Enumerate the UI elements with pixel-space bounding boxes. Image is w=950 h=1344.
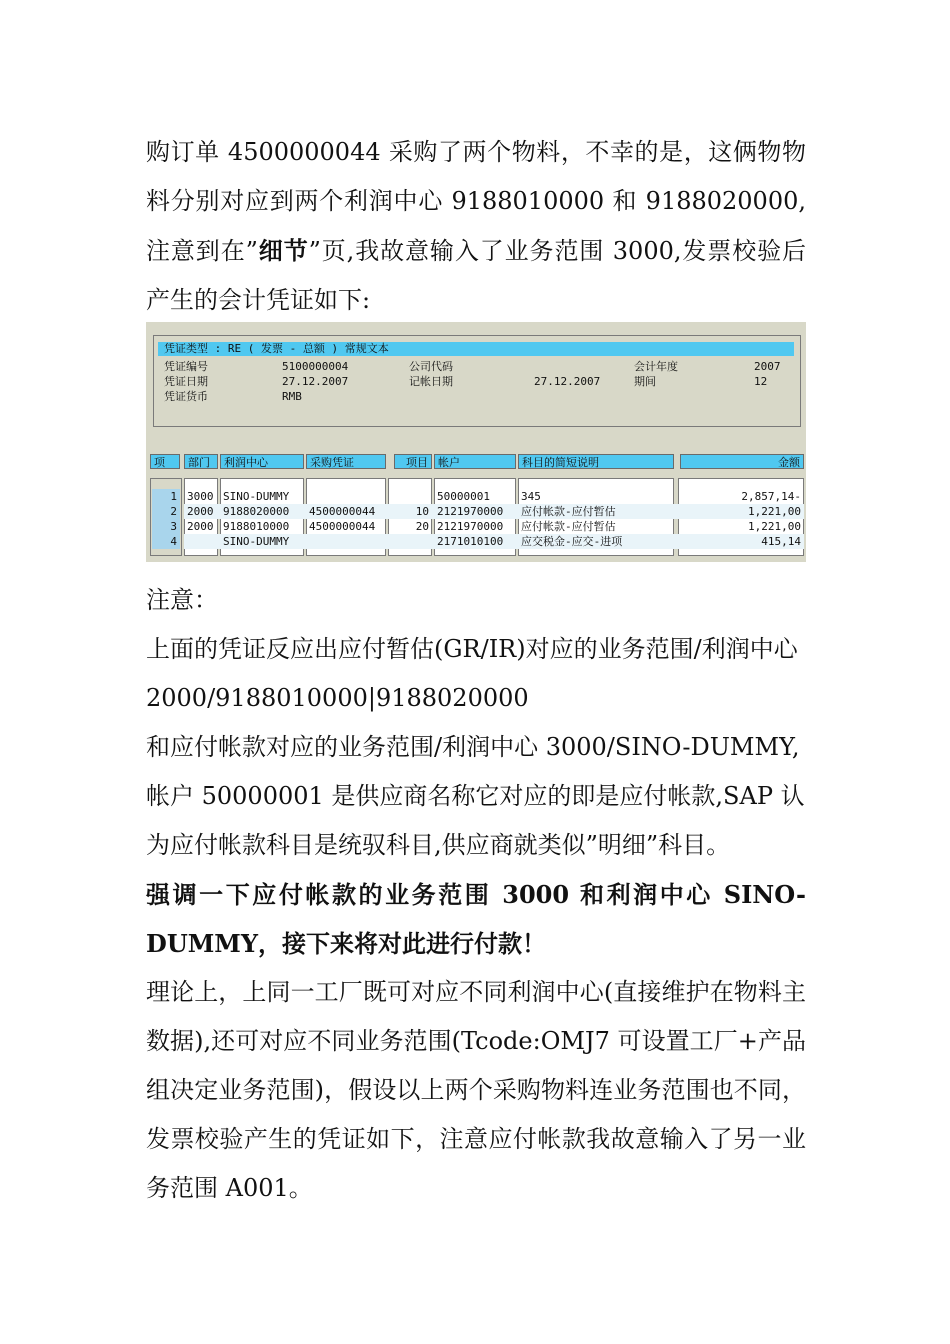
row-po-item-cell: 20	[415, 520, 429, 533]
posting-date-label: 记帐日期	[409, 375, 453, 388]
row-account-cell: 2121970000	[437, 505, 504, 518]
doc-no-value: 5100000004	[282, 360, 349, 373]
row-amount-cell: 1,221,00	[748, 520, 801, 533]
intro-bold-term: 细节	[257, 236, 309, 265]
fiscal-year-label: 会计年度	[634, 360, 678, 373]
row-po-cell: 4500000044	[309, 505, 376, 518]
col-header-po: 采购凭证	[306, 454, 386, 469]
col-header-bus-area: 部门	[184, 454, 218, 469]
doc-no-label: 凭证编号	[164, 360, 208, 373]
company-code-label: 公司代码	[409, 360, 453, 373]
posting-date-value: 27.12.2007	[534, 375, 601, 388]
period-value: 12	[754, 375, 768, 388]
col-header-item: 项	[150, 454, 180, 469]
row-po-cell	[306, 489, 386, 504]
col-header-po-item: 项目	[394, 454, 432, 469]
currency-label: 凭证货币	[164, 390, 208, 403]
paragraph-note-heading: 注意：	[146, 586, 218, 614]
col-header-description: 科目的简短说明	[518, 454, 674, 469]
intro-text: 购订单 4500000044 采购了两个物料，不幸的是，这俩物物料分别对应到两个利润中心 9188010000 和 9188020000,注意到在”	[146, 138, 806, 265]
col-header-amount: 金额	[680, 454, 804, 469]
document-type-title: 凭证类型 : RE ( 发票 - 总额 ) 常规文本	[158, 342, 794, 356]
row-po-item-cell: 10	[415, 505, 429, 518]
row-po-item-cell	[388, 534, 432, 549]
row-po-cell	[306, 534, 386, 549]
row-amount-cell: 2,857,14-	[741, 490, 801, 503]
document-header-box	[153, 335, 801, 427]
row-description-cell: 应交税金-应交-进项	[521, 535, 623, 548]
row-po-cell: 4500000044	[309, 520, 376, 533]
currency-value: RMB	[282, 390, 302, 403]
paragraph-theory: 理论上，上同一工厂既可对应不同利润中心(直接维护在物料主数据),还可对应不同业务范围(Tcode:OMJ7 可设置工厂+产品组决定业务范围)，假设以上两个采购物料连业务范围也不同，发票校验产生的凭证如下，注意应付帐款我故意输入了另一业务范围 A001。	[146, 978, 806, 1202]
row-po-item-cell	[388, 489, 432, 504]
fiscal-year-value: 2007	[754, 360, 781, 373]
row-amount-cell: 415,14	[761, 535, 801, 548]
paragraph-emphasis: 强调一下应付帐款的业务范围 3000 和利润中心 SINO-DUMMY，接下来将对此进行付款！	[146, 880, 806, 958]
doc-date-label: 凭证日期	[164, 375, 208, 388]
row-item-cell: 4	[152, 534, 180, 549]
row-bus-area-cell	[184, 534, 218, 549]
row-item-cell: 3	[152, 519, 180, 534]
row-item-cell: 1	[152, 489, 180, 504]
row-profit-center-cell: SINO-DUMMY	[223, 490, 290, 503]
row-bus-area-cell: 2000	[187, 505, 214, 518]
row-amount-cell: 1,221,00	[748, 505, 801, 518]
col-header-account: 帐户	[434, 454, 516, 469]
sap-document-screenshot	[146, 322, 806, 562]
row-description-cell: 345	[521, 490, 541, 503]
row-profit-center-cell: 9188020000	[223, 505, 290, 518]
row-account-cell: 2171010100	[437, 535, 504, 548]
row-bus-area-cell: 2000	[187, 520, 214, 533]
row-profit-center-cell: 9188010000	[223, 520, 290, 533]
row-description-cell: 应付帐款-应付暂估	[521, 505, 616, 518]
doc-date-value: 27.12.2007	[282, 375, 349, 388]
row-item-cell: 2	[152, 504, 180, 519]
row-profit-center-cell: SINO-DUMMY	[223, 535, 290, 548]
paragraph-intro	[146, 128, 806, 325]
paragraph-grir-note: 上面的凭证反应出应付暂估(GR/IR)对应的业务范围/利润中心 2000/9188010000|9188020000	[146, 635, 798, 712]
intro-text-tail: ”页,我故意输入了业务范围 3000,发票校验后产生的会计凭证如下:	[146, 237, 807, 314]
row-description-cell: 应付帐款-应付暂估	[521, 520, 616, 533]
row-account-cell: 50000001	[437, 490, 490, 503]
col-header-profit-center: 利润中心	[220, 454, 304, 469]
row-bus-area-cell: 3000	[187, 490, 214, 503]
row-account-cell: 2121970000	[437, 520, 504, 533]
paragraph-ap-note: 和应付帐款对应的业务范围/利润中心 3000/SINO-DUMMY,帐户 50000001 是供应商名称它对应的即是应付帐款,SAP 认为应付帐款科目是统驭科目,供应商就类似”明细”科目。	[146, 733, 805, 859]
period-label: 期间	[634, 375, 656, 388]
